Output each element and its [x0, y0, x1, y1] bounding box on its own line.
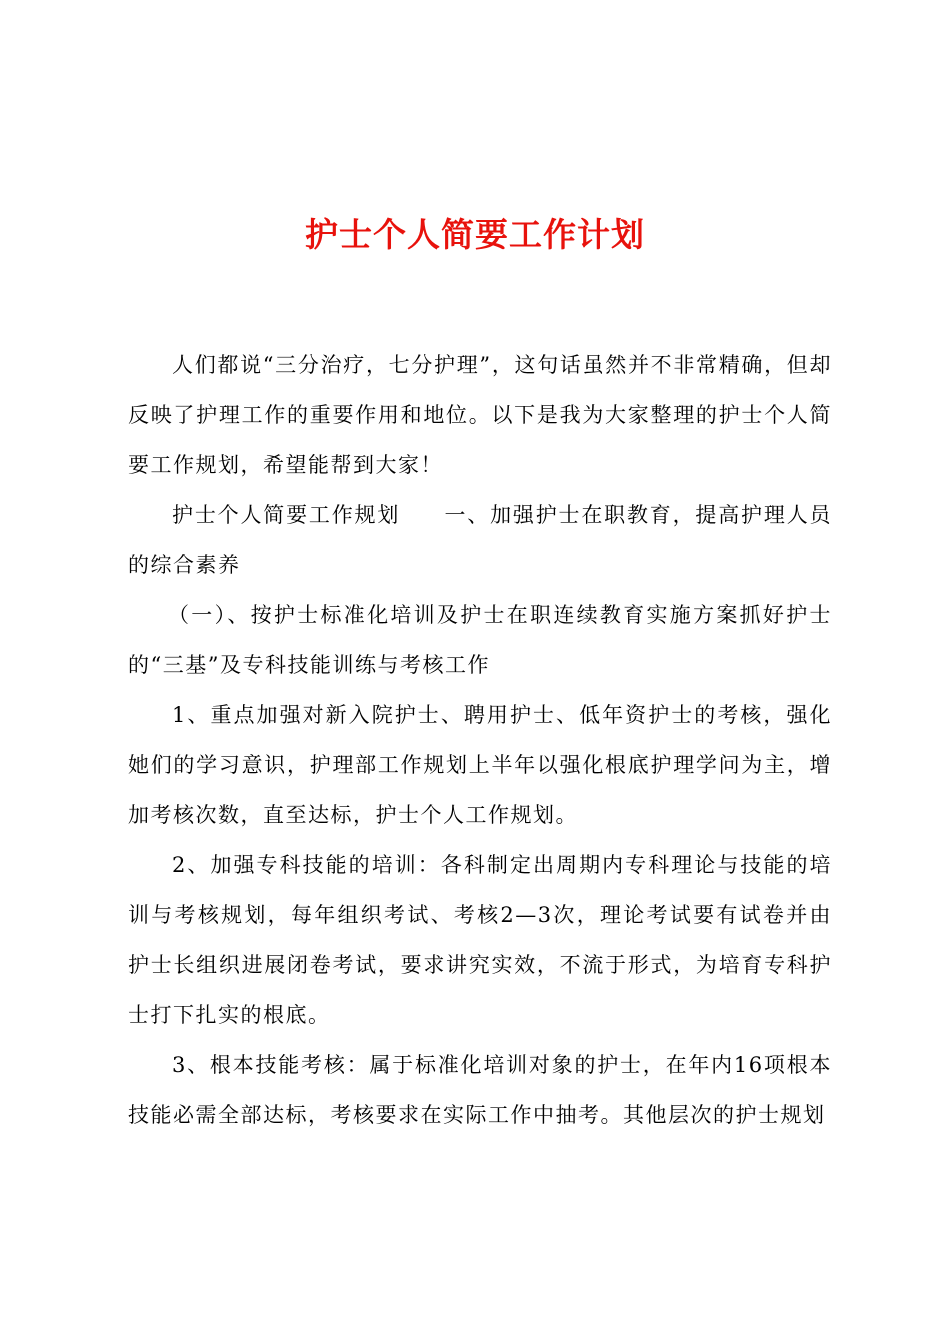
plan-heading: 护士个人简要工作规划	[172, 503, 401, 527]
item-three-paragraph: 3、根本技能考核：属于标准化培训对象的护士，在年内16项根本技能必需全部达标，考核要求在实际工作中抽考。其他层次的护士规划	[128, 1053, 832, 1127]
subsection-one-paragraph: （一）、按护士标准化培训及护士在职连续教育实施方案抓好护士的“三基”及专科技能训练与考核工作	[128, 603, 832, 677]
item-one-paragraph: 1、重点加强对新入院护士、聘用护士、低年资护士的考核，强化她们的学习意识，护理部工作规划上半年以强化根底护理学问为主，增加考核次数，直至达标，护士个人工作规划。	[128, 703, 832, 827]
item-two-paragraph: 2、加强专科技能的培训：各科制定出周期内专科理论与技能的培训与考核规划，每年组织考试、考核2—3次，理论考试要有试卷并由护士长组织进展闭卷考试，要求讲究实效，不流于形式，为培育专科护士打下扎实的根底。	[128, 853, 832, 1027]
section-one-paragraph	[128, 490, 832, 590]
document-body	[128, 340, 832, 1140]
intro-paragraph: 人们都说“三分治疗，七分护理”，这句话虽然并不非常精确，但却反映了护理工作的重要作用和地位。以下是我为大家整理的护士个人简要工作规划，希望能帮到大家！	[128, 353, 832, 477]
section-one-heading: 一、加强护士在职教育，提高护理人员的综合素养	[128, 503, 833, 577]
document-title: 护士个人简要工作计划	[305, 215, 645, 254]
